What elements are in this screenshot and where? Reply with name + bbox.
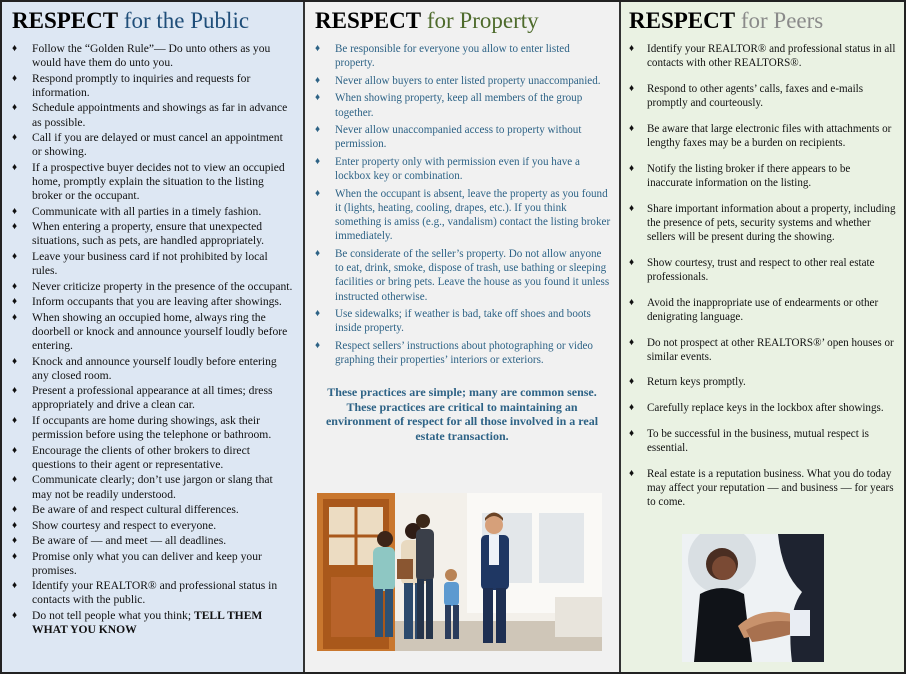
list-item: ♦ When the occupant is absent, leave the property as you found it (lights, heating, cooling, drapes, etc.). If you think something is amiss (e.g., vandalism) contact the listing broker immediately.	[315, 187, 611, 243]
list-item: ♦ Be aware that large electronic files with attachments or lengthy faxes may be a burden on recipients.	[629, 122, 892, 150]
list-item: ♦ Identify your REALTOR® and professional status in contacts with the public.	[12, 579, 278, 607]
bullet-icon: ♦	[315, 247, 321, 259]
list-item: ♦ Be considerate of the seller’s property. Do not allow anyone to eat, drink, smoke, dispose of trash, use bathing or sleeping facilities or bring pets. Leave the house as you found it unless instructed otherwise.	[315, 247, 610, 303]
bullet-icon: ♦	[315, 74, 321, 86]
handshake-photo	[682, 534, 824, 662]
bullet-icon: ♦	[629, 336, 635, 348]
bullet-icon: ♦	[12, 280, 18, 292]
bullet-icon: ♦	[12, 161, 18, 173]
showing-photo	[317, 493, 602, 651]
list-item: ♦ Communicate with all parties in a timely fashion.	[12, 204, 262, 218]
handshake-illustration	[682, 534, 824, 662]
bullet-icon: ♦	[629, 467, 635, 479]
list-item: ♦ Carefully replace keys in the lockbox after showings.	[629, 402, 884, 415]
property-title	[315, 8, 611, 34]
bullet-icon: ♦	[315, 124, 321, 136]
list-item: ♦ Never allow unaccompanied access to property without permission.	[315, 124, 582, 151]
list-item: ♦ Enter property only with permission even if you have a lockbox key or combination.	[315, 155, 580, 183]
peers-title-rest: for Peers	[735, 8, 824, 33]
bullet-icon: ♦	[12, 519, 18, 531]
bullet-icon: ♦	[315, 339, 321, 351]
bullet-icon: ♦	[12, 474, 18, 486]
bullet-icon: ♦	[629, 122, 635, 134]
bullet-icon: ♦	[629, 202, 635, 214]
bullet-icon: ♦	[12, 414, 18, 426]
property-title-rest: for Property	[421, 8, 539, 33]
list-item: ♦ Do not prospect at other REALTORS®’ open houses or similar events.	[629, 336, 894, 363]
list-item: ♦ Be responsible for everyone you allow to enter listed property.	[315, 43, 570, 70]
public-title	[12, 8, 295, 34]
list-item: ♦ Do not tell people what you think; TELL THEM WHAT YOU KNOW	[12, 608, 263, 637]
list-item: ♦ If a prospective buyer decides not to view an occupied home, promptly explain the situation to the listing broker or the occupant.	[12, 160, 285, 203]
bullet-icon: ♦	[629, 256, 635, 268]
bullet-icon: ♦	[12, 550, 18, 562]
list-item: ♦ Encourage the clients of other brokers to direct questions to their agent or representative.	[12, 443, 250, 471]
list-item: ♦ Respond promptly to inquiries and requests for information.	[12, 71, 251, 99]
peers-title-bold: RESPECT	[629, 8, 736, 33]
bullet-icon: ♦	[315, 155, 321, 167]
list-item: ♦ To be successful in the business, mutual respect is essential.	[629, 427, 869, 455]
list-item: ♦ Return keys promptly.	[629, 376, 746, 389]
list-item: ♦ Promise only what you can deliver and keep your promises.	[12, 549, 262, 577]
public-list	[10, 42, 295, 637]
bullet-icon: ♦	[12, 221, 18, 233]
public-title-bold: RESPECT	[12, 8, 119, 33]
property-column	[305, 2, 621, 672]
bullet-icon: ♦	[315, 308, 321, 320]
bullet-icon: ♦	[12, 580, 18, 592]
bullet-icon: ♦	[629, 82, 635, 94]
list-item: ♦ Respond to other agents’ calls, faxes and e-mails promptly and courteously.	[629, 82, 864, 110]
bullet-icon: ♦	[12, 609, 18, 621]
bullet-icon: ♦	[315, 187, 321, 199]
list-item: ♦ Never allow buyers to enter listed property unaccompanied.	[315, 74, 601, 87]
bullet-icon: ♦	[629, 162, 635, 174]
list-item: ♦ Notify the listing broker if there appears to be inaccurate information on the listing.	[629, 162, 851, 189]
list-item: ♦ Use sidewalks; if weather is bad, take off shoes and boots inside property.	[315, 308, 591, 335]
list-item: ♦ Follow the “Golden Rule”— Do unto others as you would have them do unto you.	[12, 42, 271, 70]
list-item: ♦ Never criticize property in the presence of the occupant.	[12, 279, 293, 293]
bullet-icon: ♦	[12, 444, 18, 456]
bullet-icon: ♦	[12, 355, 18, 367]
bullet-icon: ♦	[12, 504, 18, 516]
public-column	[2, 2, 305, 672]
property-list	[313, 42, 611, 367]
list-item: ♦ If occupants are home during showings, ask their permission before using the telephone or bathroom.	[12, 413, 272, 442]
list-item: ♦ Real estate is a reputation business. What you do today may affect your reputation — and business — for years to come.	[629, 467, 894, 509]
list-item: ♦ When showing property, keep all members of the group together.	[315, 92, 583, 119]
list-item: ♦ Present a professional appearance at all times; dress appropriately and drive a clean car.	[12, 384, 273, 412]
list-item: ♦ Share important information about a property, including the presence of pets, security systems and whether sellers will be present during the showing.	[629, 202, 896, 244]
common-sense-note: These practices are simple; many are common sense. These practices are critical to maintaining an environment of respect for all those involved in a real estate transaction.	[325, 385, 599, 443]
list-item: ♦ Show courtesy and respect to everyone.	[12, 518, 217, 532]
list-item: ♦ Show courtesy, trust and respect to other real estate professionals.	[629, 256, 875, 283]
list-item: ♦ Avoid the inappropriate use of endearments or other denigrating language.	[629, 296, 879, 323]
family-agent-illustration	[317, 493, 602, 651]
list-item: ♦ When showing an occupied home, always ring the doorbell or knock and announce yourself loudly before entering.	[12, 310, 288, 353]
peers-list	[627, 42, 896, 509]
bullet-icon: ♦	[315, 92, 321, 104]
bullet-icon: ♦	[629, 43, 635, 54]
peers-column	[621, 2, 904, 672]
list-item: ♦ Call if you are delayed or must cancel an appointment or showing.	[12, 131, 283, 159]
list-item: ♦ Respect sellers’ instructions about photographing or video graphing their properties’ interiors or exteriors.	[315, 339, 593, 367]
peers-title	[629, 8, 896, 34]
bullet-icon: ♦	[12, 296, 18, 308]
bullet-icon: ♦	[629, 402, 635, 414]
property-title-bold: RESPECT	[315, 8, 422, 33]
public-title-rest: for the Public	[118, 8, 250, 33]
bullet-icon: ♦	[12, 102, 18, 114]
bullet-icon: ♦	[629, 296, 635, 308]
bullet-icon: ♦	[629, 427, 635, 439]
bullet-icon: ♦	[12, 385, 18, 397]
bullet-icon: ♦	[12, 132, 18, 144]
list-item: ♦ Communicate clearly; don’t use jargon or slang that may not be readily understood.	[12, 473, 273, 501]
bullet-icon: ♦	[12, 43, 18, 54]
bullet-icon: ♦	[12, 72, 18, 84]
list-item: ♦ Schedule appointments and showings as far in advance as possible.	[12, 101, 288, 129]
list-item: ♦ Be aware of — and meet — all deadlines.	[12, 534, 227, 548]
list-item: ♦ Identify your REALTOR® and professional status in all contacts with other REALTORS®.	[629, 43, 896, 70]
bullet-icon: ♦	[629, 376, 635, 388]
list-item: ♦ Leave your business card if not prohibited by local rules.	[12, 249, 268, 278]
list-item: ♦ Knock and announce yourself loudly before entering any closed room.	[12, 354, 277, 382]
bullet-icon: ♦	[12, 311, 18, 323]
bullet-icon: ♦	[12, 535, 18, 547]
emphasis-text: TELL THEM WHAT YOU KNOW	[32, 608, 263, 637]
list-item: ♦ When entering a property, ensure that unexpected situations, such as pets, are handled appropriately.	[12, 220, 265, 248]
bullet-icon: ♦	[12, 250, 18, 262]
bullet-icon: ♦	[12, 205, 18, 217]
list-item: ♦ Be aware of and respect cultural differences.	[12, 503, 239, 517]
bullet-icon: ♦	[315, 43, 321, 54]
list-item: ♦ Inform occupants that you are leaving after showings.	[12, 295, 282, 309]
